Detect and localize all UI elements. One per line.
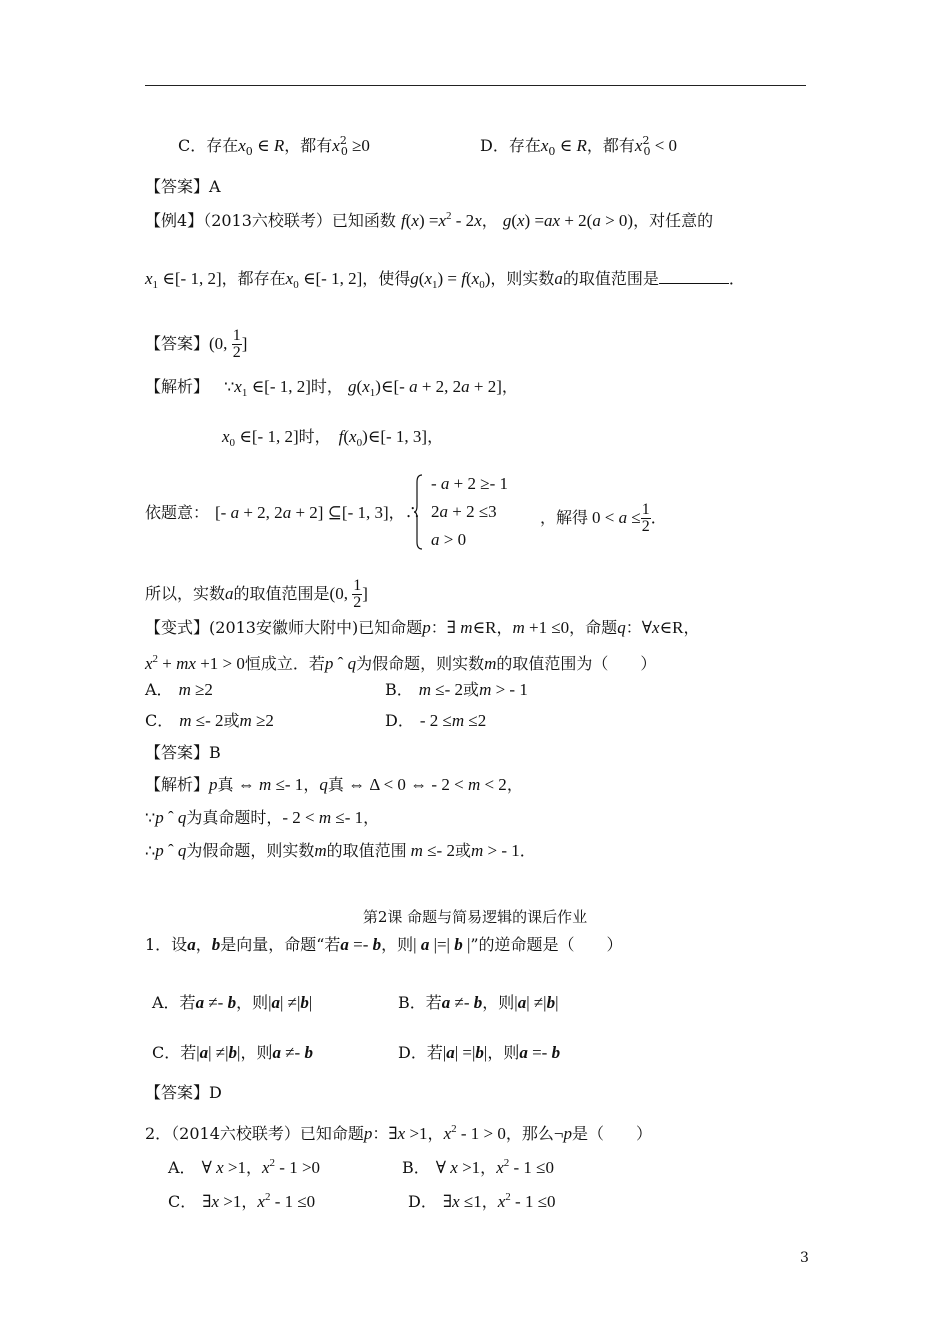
q1-option-b: B．若a ≠- b，则|a| ≠|b| [398, 993, 559, 1012]
ex4-line1: 【例4】（2013六校联考）已知函数 $f(x) =x^2 - 2x$， g(x) =ax + 2(a > 0)，对任意的 [145, 210, 714, 230]
ex4-analysis-2: $x_0$ ∈[- 1, 2]时， $f(x_0)\in[-$ 1, 3]， [222, 427, 444, 449]
option-c: C．存在$x_0$ ∈ R，都有$x^2_0 \ge 0$ [178, 134, 370, 158]
section-title: 第2课 命题与简易逻辑的课后作业 [362, 908, 588, 926]
variant-line2: $x^2$ + mx +1 > 0恒成立．若p ˆ q为假命题，则实数m的取值范围为（ ） [145, 653, 657, 673]
ex4-analysis-1: 【解析】 $\because x_1$ ∈[- 1, 2]时， $g(x_1)\in[-$ a + 2, 2a + 2]， [145, 377, 518, 399]
because-icon: ∵ [224, 377, 235, 396]
header-rule [145, 85, 806, 86]
left-brace-icon [413, 474, 423, 550]
q1-stem: 1．设a，b是向量，命题“若a =- b，则| a |=| b |”的逆命题是（ ） [145, 935, 623, 954]
q1-answer: 【答案】D [145, 1083, 222, 1102]
ineq-row-2: 2a + 2 ≤3 [431, 502, 497, 521]
ex4-answer: 【答案】(0, $\frac{1}{2}$ ] [145, 327, 248, 361]
variant-line1: 【变式】(2013安徽师大附中)已知命题p：∃ m∈R，m +1 ≤0，命题q：∀x∈R， [145, 618, 700, 637]
variant-answer: 【答案】B [145, 743, 221, 762]
q2-option-d: D． ∃x ≤1，$x^2 - 1 \le 0$ [408, 1191, 556, 1211]
ex3-answer: 【答案】A [145, 177, 221, 196]
ineq-row-3: a > 0 [431, 530, 467, 549]
q1-option-a: A．若a ≠- b，则|a| ≠|b| [152, 993, 313, 1012]
page-number: 3 [800, 1250, 809, 1266]
ex4-solution: ，解得 0 < a ≤ $\frac{1}{2}$ ． [540, 501, 667, 535]
variant-option-b: B． m ≤- 2或m > - 1 [385, 680, 528, 699]
option-d: D．存在$x_0$ ∈ R，都有$x^2_0 < 0$ [480, 134, 678, 158]
variant-option-a: A． m ≥2 [145, 680, 213, 699]
ineq-row-1: - a + 2 ≥- 1 [431, 474, 509, 493]
ex4-line2: $x_1$ ∈[- 1, 2]，都存在$x_0$ ∈[- 1, 2]，使得$g(x_1) = f(x_0)$，则实数a的取值范围是 ． [145, 269, 745, 291]
q2-option-c: C． ∃x >1，$x^2 - 1 \le 0$ [168, 1191, 316, 1211]
q2-option-b: B． ∀ x >1，$x^2 - 1 \le 0$ [402, 1157, 554, 1177]
ex4-analysis-3: 依题意： [- a + 2, 2a + 2] ⊆[- 1, 3]，∴ [145, 503, 421, 522]
variant-analysis-1: 【解析】p真 ⇔ m ≤- 1，q真 ⇔ Δ < 0 ⇔ - 2 < m < 2， [145, 775, 523, 794]
variant-option-c: C． m ≤- 2或m ≥2 [145, 711, 274, 730]
q2-option-a: A． ∀ x >1，$x^2 - 1 >0$ [168, 1157, 321, 1177]
answer-blank [659, 269, 729, 284]
variant-analysis-2: ∵p ˆ q为真命题时，- 2 < m ≤- 1， [145, 808, 380, 827]
variant-analysis-3: ∴p ˆ q为假命题，则实数m的取值范围 m ≤- 2或m > - 1． [145, 841, 536, 860]
q1-option-d: D．若|a| =|b|，则a =- b [398, 1043, 561, 1062]
ex4-conclusion: 所以，实数a的取值范围是(0, $\frac{1}{2}$ ] [145, 577, 368, 611]
q2-stem: 2．（2014六校联考）已知命题p：∃x >1，$x^2 - 1 > 0$，那么¬p是（ ） [145, 1123, 652, 1143]
q1-option-c: C．若|a| ≠|b|，则a ≠- b [152, 1043, 313, 1062]
variant-option-d: D． - 2 ≤m ≤2 [385, 711, 487, 730]
